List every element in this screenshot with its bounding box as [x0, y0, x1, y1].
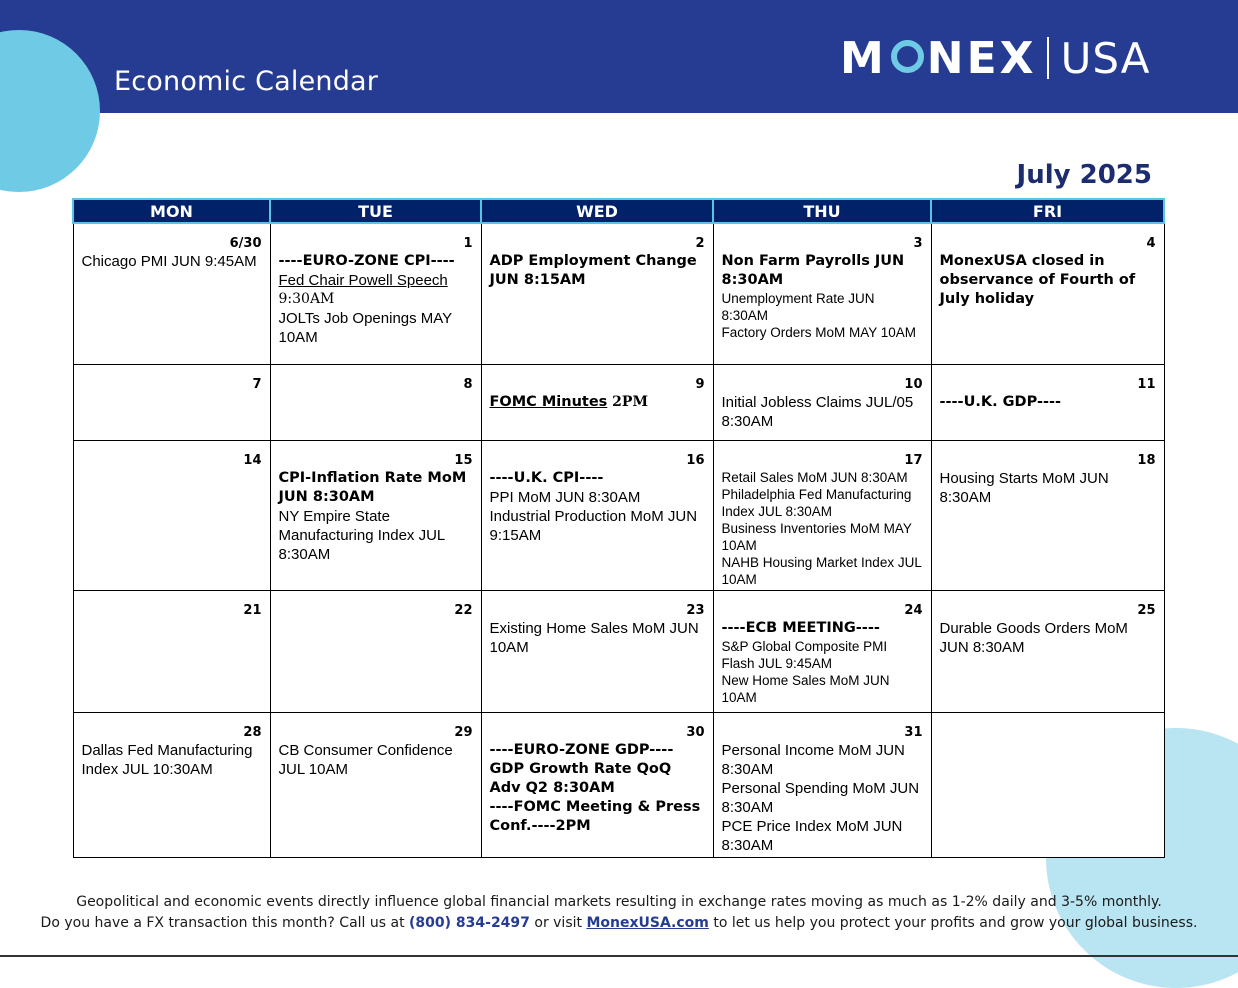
weekday-header-wed: WED — [481, 199, 713, 223]
logo-divider — [1047, 37, 1049, 79]
calendar-event: Personal Spending MoM JUN 8:30AM — [721, 779, 920, 816]
calendar-event: GDP Growth Rate QoQ Adv Q2 8:30AM — [489, 760, 672, 796]
calendar-event: Fed Chair Powell Speech — [278, 272, 448, 289]
calendar-day-cell — [481, 223, 713, 364]
calendar-event: Personal Income MoM JUN 8:30AM — [721, 741, 905, 778]
calendar-day-cell — [931, 223, 1164, 364]
bottom-divider — [0, 955, 1238, 957]
calendar-day-cell — [73, 223, 270, 364]
event-time: 2PM — [607, 393, 648, 410]
calendar-table — [72, 198, 1165, 858]
calendar-day-cell — [713, 364, 931, 440]
weekday-header-fri: FRI — [931, 199, 1164, 223]
calendar-event: ----U.K. GDP---- — [939, 393, 1062, 410]
day-number: 23 — [686, 602, 705, 618]
calendar-day-cell — [931, 364, 1164, 440]
calendar-event: Unemployment Rate JUN 8:30AM — [721, 291, 875, 323]
calendar-event: PCE Price Index MoM JUN 8:30AM — [721, 817, 903, 854]
page-title: Economic Calendar — [114, 66, 379, 97]
footer-line-2-prefix: Do you have a FX transaction this month? Call us at — [40, 915, 405, 931]
day-number: 21 — [243, 602, 262, 618]
month-label: July 2025 — [1016, 160, 1152, 190]
calendar-day-cell — [270, 590, 481, 712]
calendar-event: New Home Sales MoM JUN 10AM — [721, 672, 890, 705]
event-title: FOMC Minutes — [489, 393, 608, 410]
calendar-event: Factory Orders MoM MAY 10AM — [721, 325, 917, 340]
logo-brand-left: M — [840, 32, 887, 84]
calendar-day-cell — [713, 590, 931, 712]
weekday-header-thu: THU — [713, 199, 931, 223]
logo-ring-icon — [891, 40, 924, 73]
logo-brand-right: NEX — [926, 32, 1037, 84]
calendar-event: NAHB Housing Market Index JUL 10AM — [721, 554, 922, 587]
calendar-event: ADP Employment Change JUN 8:15AM — [489, 253, 697, 288]
calendar-event: Existing Home Sales MoM JUN 10AM — [489, 619, 699, 656]
phone-link[interactable]: (800) 834-2497 — [409, 915, 530, 931]
calendar-event: S&P Global Composite PMI Flash JUL 9:45AM — [721, 638, 888, 671]
calendar-event: ----U.K. CPI---- — [489, 469, 604, 486]
day-number: 24 — [904, 602, 923, 618]
calendar-day-cell — [481, 590, 713, 712]
day-number: 17 — [904, 452, 923, 468]
day-number: 25 — [1137, 602, 1156, 618]
day-number: 7 — [252, 376, 262, 392]
calendar-event: NY Empire State Manufacturing Index JUL 8:30AM — [278, 507, 445, 563]
calendar-week-row — [73, 712, 1164, 857]
calendar-event: ----EURO-ZONE CPI---- — [278, 253, 455, 269]
calendar-day-cell — [73, 364, 270, 440]
weekday-header-tue: TUE — [270, 199, 481, 223]
footer-line-2 — [0, 913, 1238, 934]
day-number: 29 — [454, 724, 473, 740]
weekday-header-mon: MON — [73, 199, 270, 223]
calendar-event: Dallas Fed Manufacturing Index JUL 10:30AM — [81, 741, 253, 778]
day-number: 6/30 — [229, 236, 262, 251]
calendar-event: ----FOMC Meeting & Press Conf.----2PM — [489, 798, 701, 834]
day-number: 15 — [454, 452, 473, 468]
day-number: 8 — [463, 376, 473, 392]
calendar-event: Initial Jobless Claims JUL/05 8:30AM — [721, 393, 914, 430]
calendar-event: Business Inventories MoM MAY 10AM — [721, 520, 912, 553]
calendar-event: Non Farm Payrolls JUN 8:30AM — [721, 253, 905, 288]
day-number: 18 — [1137, 452, 1156, 468]
calendar-week-row — [73, 364, 1164, 440]
calendar-day-cell — [73, 712, 270, 857]
calendar-event: Retail Sales MoM JUN 8:30AM — [721, 469, 908, 485]
footer-line-2-suffix: to let us help you protect your profits and grow your global business. — [713, 915, 1198, 931]
calendar-day-cell — [481, 440, 713, 590]
calendar-event: Philadelphia Fed Manufacturing Index JUL 8:30AM — [721, 486, 912, 519]
day-number: 11 — [1137, 376, 1156, 392]
day-number: 4 — [1146, 236, 1156, 251]
day-number: 22 — [454, 602, 473, 618]
calendar-event: CPI-Inflation Rate MoM JUN 8:30AM — [278, 469, 467, 505]
footer-line-1: Geopolitical and economic events directly influence global financial markets resulting in exchange rates moving as much as 1-2% daily and 3-5% monthly. — [76, 894, 1162, 910]
day-number: 10 — [904, 376, 923, 392]
calendar-event: ----ECB MEETING---- — [721, 619, 880, 636]
calendar-event: Durable Goods Orders MoM JUN 8:30AM — [939, 619, 1128, 656]
calendar-day-cell — [481, 712, 713, 857]
calendar-event: Industrial Production MoM JUN 9:15AM — [489, 507, 698, 544]
calendar-event: CB Consumer Confidence JUL 10AM — [278, 741, 453, 778]
calendar-week-row — [73, 440, 1164, 590]
monex-usa-logo — [840, 34, 1151, 82]
day-number: 14 — [243, 452, 262, 468]
calendar-day-cell — [270, 440, 481, 590]
calendar-day-cell — [713, 223, 931, 364]
calendar-event: JOLTs Job Openings MAY 10AM — [278, 310, 452, 346]
logo-region: USA — [1060, 33, 1151, 83]
weekday-header-row — [73, 199, 1164, 223]
website-link[interactable]: MonexUSA.com — [586, 915, 709, 931]
calendar-day-cell — [73, 590, 270, 712]
calendar-event: Housing Starts MoM JUN 8:30AM — [939, 469, 1109, 506]
calendar-day-cell — [713, 712, 931, 857]
calendar-event — [490, 393, 705, 412]
day-number: 16 — [686, 452, 705, 468]
calendar-day-cell — [270, 712, 481, 857]
calendar-body — [73, 223, 1164, 857]
calendar-day-cell — [931, 590, 1164, 712]
calendar-event: 9:30AM — [278, 291, 335, 307]
calendar-day-cell — [713, 440, 931, 590]
calendar-day-cell — [931, 440, 1164, 590]
day-number: 28 — [243, 724, 262, 740]
day-number: 30 — [686, 724, 705, 740]
calendar-day-cell — [270, 223, 481, 364]
day-number: 1 — [463, 236, 473, 251]
day-number: 9 — [695, 376, 705, 392]
calendar-day-cell — [73, 440, 270, 590]
calendar-event: ----EURO-ZONE GDP---- — [489, 741, 674, 758]
footer — [0, 892, 1238, 934]
calendar-day-cell — [931, 712, 1164, 857]
calendar-week-row — [73, 223, 1164, 364]
calendar-event: PPI MoM JUN 8:30AM — [489, 488, 641, 506]
calendar-day-cell — [270, 364, 481, 440]
calendar-day-cell — [481, 364, 713, 440]
calendar-event: MonexUSA closed in observance of Fourth of July holiday — [939, 253, 1136, 307]
day-number: 3 — [913, 236, 923, 251]
day-number: 2 — [695, 236, 705, 251]
day-number: 31 — [904, 724, 923, 740]
calendar-week-row — [73, 590, 1164, 712]
footer-line-2-mid: or visit — [534, 915, 582, 931]
calendar-event: Chicago PMI JUN 9:45AM — [81, 253, 257, 270]
